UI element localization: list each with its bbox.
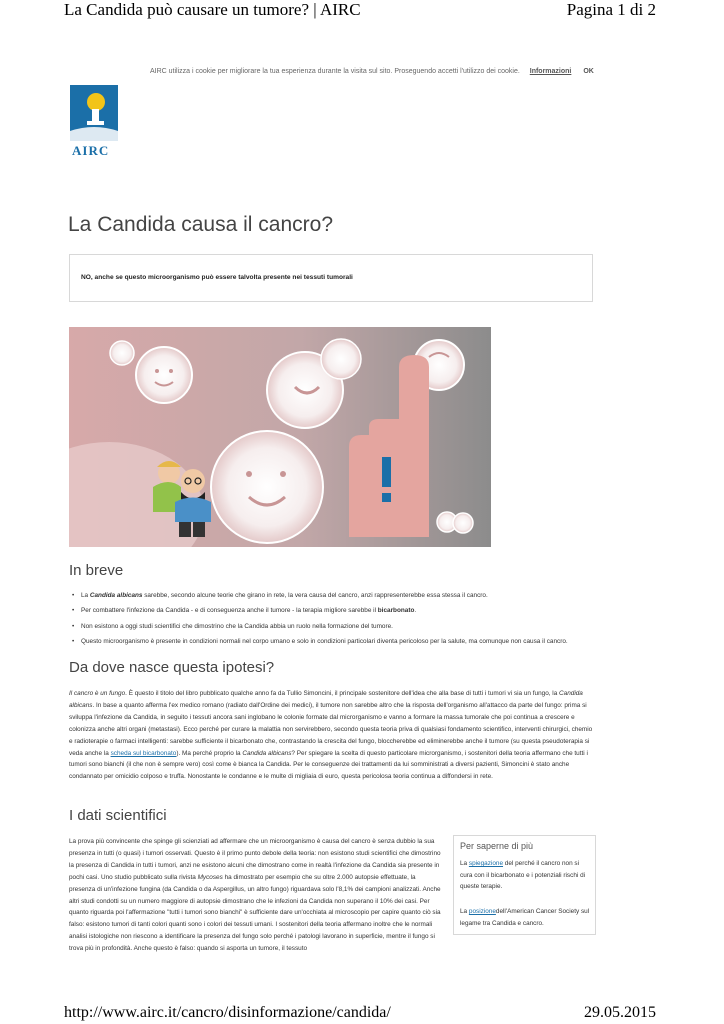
cell-large bbox=[211, 431, 323, 543]
bicarbonato-link[interactable]: scheda sul bicarbonato bbox=[110, 749, 177, 757]
answer-text: NO, anche se questo microorganismo può essere talvolta presente nei tessuti tumorali bbox=[81, 274, 353, 281]
dati-paragraph: La prova più convincente che spinge gli scienziati ad affermare che un microorganismo è causa del cancro è senza dubbio la sua presenza in tutti (o quasi) i tumori osservati. Questo è il primo punto debole della teoria: non esistono studi scientifici che dimostrino la presenza di Candida in tutti i tumori, anzi ne esistono alcuni che dimostrano come in realtà l'infezione da Candida sia presente in pochi casi. Uno studio pubblicato sulla rivista Mycoses ha dimostrato per esempio che su oltre 2.000 autopsie effettuate, la presenza di un'infezione fungina (da Candida o da Aspergillus, un altro fungo) riguardava solo l'8,1% dei campioni analizzati. Anche altri studi condotti su un numero maggiore di autopsie dimostrano che le infezioni da Candida non superano il 10% dei casi. Per quanto riguarda poi l'affermazione "tutti i tumori sono bianchi" è sufficiente dare un'occhiata al microscopio per capire quanto ciò sia falso: esistono tumori di tanti colori quanti sono i colori dei tessuti umani. I sostenitori della teoria affermano inoltre che le normali analisi istologiche non riescono a identificare la presenza del fungo solo perché i patologi lavorano in superficie, mentre il fungo si trova più in profondità. Anche questo è falso: quando si asporta un tumore, il tessuto bbox=[69, 838, 441, 953]
list-item: • Questo microorganismo è presente in condizioni normali nel corpo umano e solo in condizioni particolari diventa pericoloso per la salute, ma comunque non causa il cancro. bbox=[69, 638, 609, 646]
sidebar-item-1: La spiegazione del perché il cancro non si cura con il bicarbonato e i potenziali rischi di queste terapie. bbox=[460, 860, 586, 890]
spiegazione-link[interactable]: spiegazione bbox=[468, 860, 504, 867]
section-heading-dati: I dati scientifici bbox=[69, 807, 167, 824]
cell-top-left bbox=[136, 347, 192, 403]
answer-box bbox=[69, 254, 593, 302]
cookie-text: AIRC utilizza i cookie per migliorare la tua esperienza durante la visita sul sito. Proseguendo accetti l'utilizzo dei cookie. bbox=[150, 68, 520, 75]
section-heading-in-breve: In breve bbox=[69, 562, 124, 579]
page-header-title: La Candida può causare un tumore? | AIRC bbox=[64, 0, 361, 19]
list-item: • Non esistono a oggi studi scientifici che dimostrino che la Candida abbia un ruolo nella formazione del tumore. bbox=[69, 623, 609, 631]
candida-illustration bbox=[69, 327, 491, 547]
list-item: • Per combattere l'infezione da Candida - e di conseguenza anche il tumore - la terapia migliore sarebbe il bicarbonato. bbox=[69, 607, 609, 615]
cookie-info-link[interactable]: Informazioni bbox=[529, 68, 572, 75]
section-heading-ipotesi: Da dove nasce questa ipotesi? bbox=[69, 659, 275, 676]
in-breve-list bbox=[69, 592, 609, 654]
page-footer-url: http://www.airc.it/cancro/disinformazione/candida/ bbox=[64, 1004, 391, 1021]
list-item: • La Candida albicans sarebbe, secondo alcune teorie che girano in rete, la vera causa del cancro, anzi rappresenterebbe essa stessa il cancro. bbox=[69, 592, 609, 600]
page-footer-date: 29.05.2015 bbox=[584, 1004, 656, 1021]
posizione-link[interactable]: posizione bbox=[468, 908, 496, 915]
sidebar-title: Per saperne di più bbox=[460, 841, 534, 851]
ipotesi-paragraph: Il cancro è un fungo. È questo il titolo del libro pubblicato qualche anno fa da Tullio Simoncini, il principale sostenitore dell'idea che alla base di tutti i tumori vi sia un fungo, la Candida albicans. In base a quanto afferma l'ex medico romano (radiato dall'Ordine dei medici), il tumore non sarebbe altro che la risposta dell'organismo all'attacco da parte del fungo: prima si sviluppa l'infezione da Candida, in seguito i tessuti ancora sani inglobano le colonie formate dal microrganismo e vanno a formare la massa tumorale che poi continua a crescere e colonizza anche altri organi (metastasi). Ecco perché per curare la malattia non servirebbero, secondo questa teoria priva di qualsiasi fondamento scientifico, interventi chirurgici, chemio e radioterapie o farmaci intelligenti: sarebbe sufficiente il bicarbonato che, contrastando la crescita del fungo, bloccherebbe ed eliminerebbe anche il tumore (su questa pseudoterapia si veda anche la scheda sul bicarbonato). Ma perché proprio la Candida albicans? Per spiegare la scelta di questo particolare microrganismo, i sostenitori della teoria affermano che tutti i tumori sono bianchi (il che non è sempre vero) così come è bianca la Candida. Per le conseguenze dei trattamenti da lui somministrati a diversi pazienti, Simoncini è stato anche condannato per omicidio colposo e truffa. Nonostante le condanne e le multe di migliaia di euro, questa pericolosa teoria continua a diffondersi in rete. bbox=[69, 690, 593, 781]
cookie-ok-button[interactable]: OK bbox=[583, 68, 594, 75]
sidebar-item-2: La posizionedell'American Cancer Society sul legame tra Candida e cancro. bbox=[460, 908, 590, 927]
article-title: La Candida causa il cancro? bbox=[68, 213, 334, 236]
airc-logo-text: AIRC bbox=[72, 143, 110, 158]
page-header-page-number: Pagina 1 di 2 bbox=[566, 0, 656, 19]
cookie-bar bbox=[150, 68, 594, 75]
sidebar-box bbox=[453, 835, 596, 935]
